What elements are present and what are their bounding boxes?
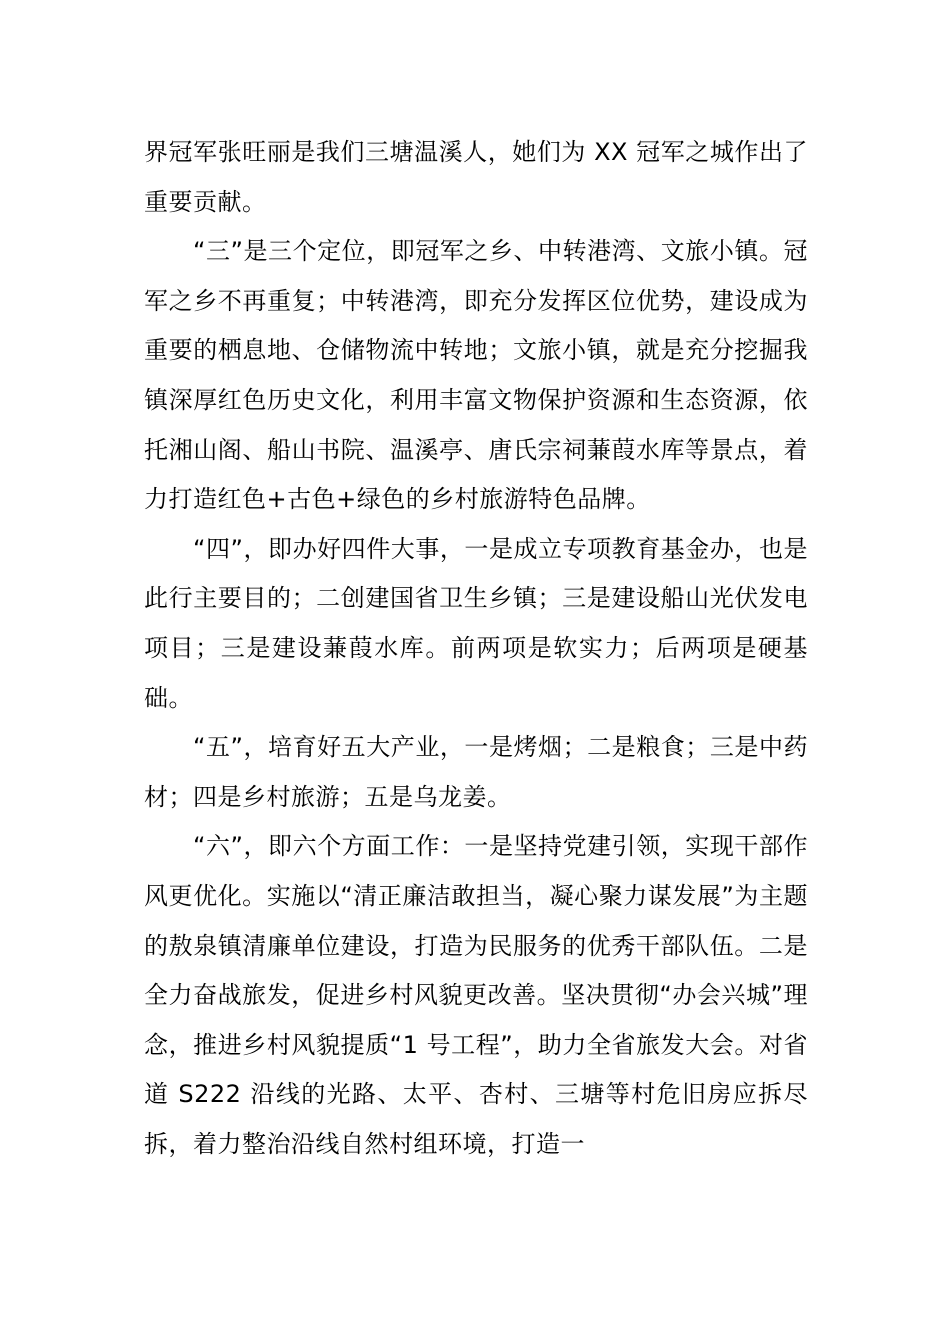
paragraph-six-aspects: “六”，即六个方面工作：一是坚持党建引领，实现干部作风更优化。实施以“清正廉洁敢担当，凝心聚力谋发展”为主题的敖泉镇清廉单位建设，打造为民服务的优秀干部队伍。二是全力奋战旅发，促进乡村风貌更改善。坚决贯彻“办会兴城”理念，推进乡村风貌提质“1 号工程”，助力全省旅发大会。对省道 S222 沿线的光路、太平、杏村、三塘等村危旧房应拆尽拆，着力整治沿线自然村组环境，打造一 xyxy=(144,832,808,1158)
paragraph-continuation: 界冠军张旺丽是我们三塘温溪人，她们为 XX 冠军之城作出了重要贡献。 xyxy=(144,138,808,216)
paragraph-five-industries: “五”，培育好五大产业，一是烤烟；二是粮食；三是中药材；四是乡村旅游；五是乌龙姜。 xyxy=(144,733,808,811)
paragraph-four-tasks: “四”，即办好四件大事，一是成立专项教育基金办，也是此行主要目的；二创建国省卫生乡镇；三是建设船山光伏发电项目；三是建设蒹葭水库。前两项是软实力；后两项是硬基础。 xyxy=(144,534,808,712)
document-body xyxy=(144,128,808,1169)
paragraph-three-positions: “三”是三个定位，即冠军之乡、中转港湾、文旅小镇。冠军之乡不再重复；中转港湾，即充分发挥区位优势，建设成为重要的栖息地、仓储物流中转地；文旅小镇，就是充分挖掘我镇深厚红色历史文化，利用丰富文物保护资源和生态资源，依托湘山阁、船山书院、温溪亭、唐氏宗祠蒹葭水库等景点，着力打造红色+古色+绿色的乡村旅游特色品牌。 xyxy=(144,237,808,514)
